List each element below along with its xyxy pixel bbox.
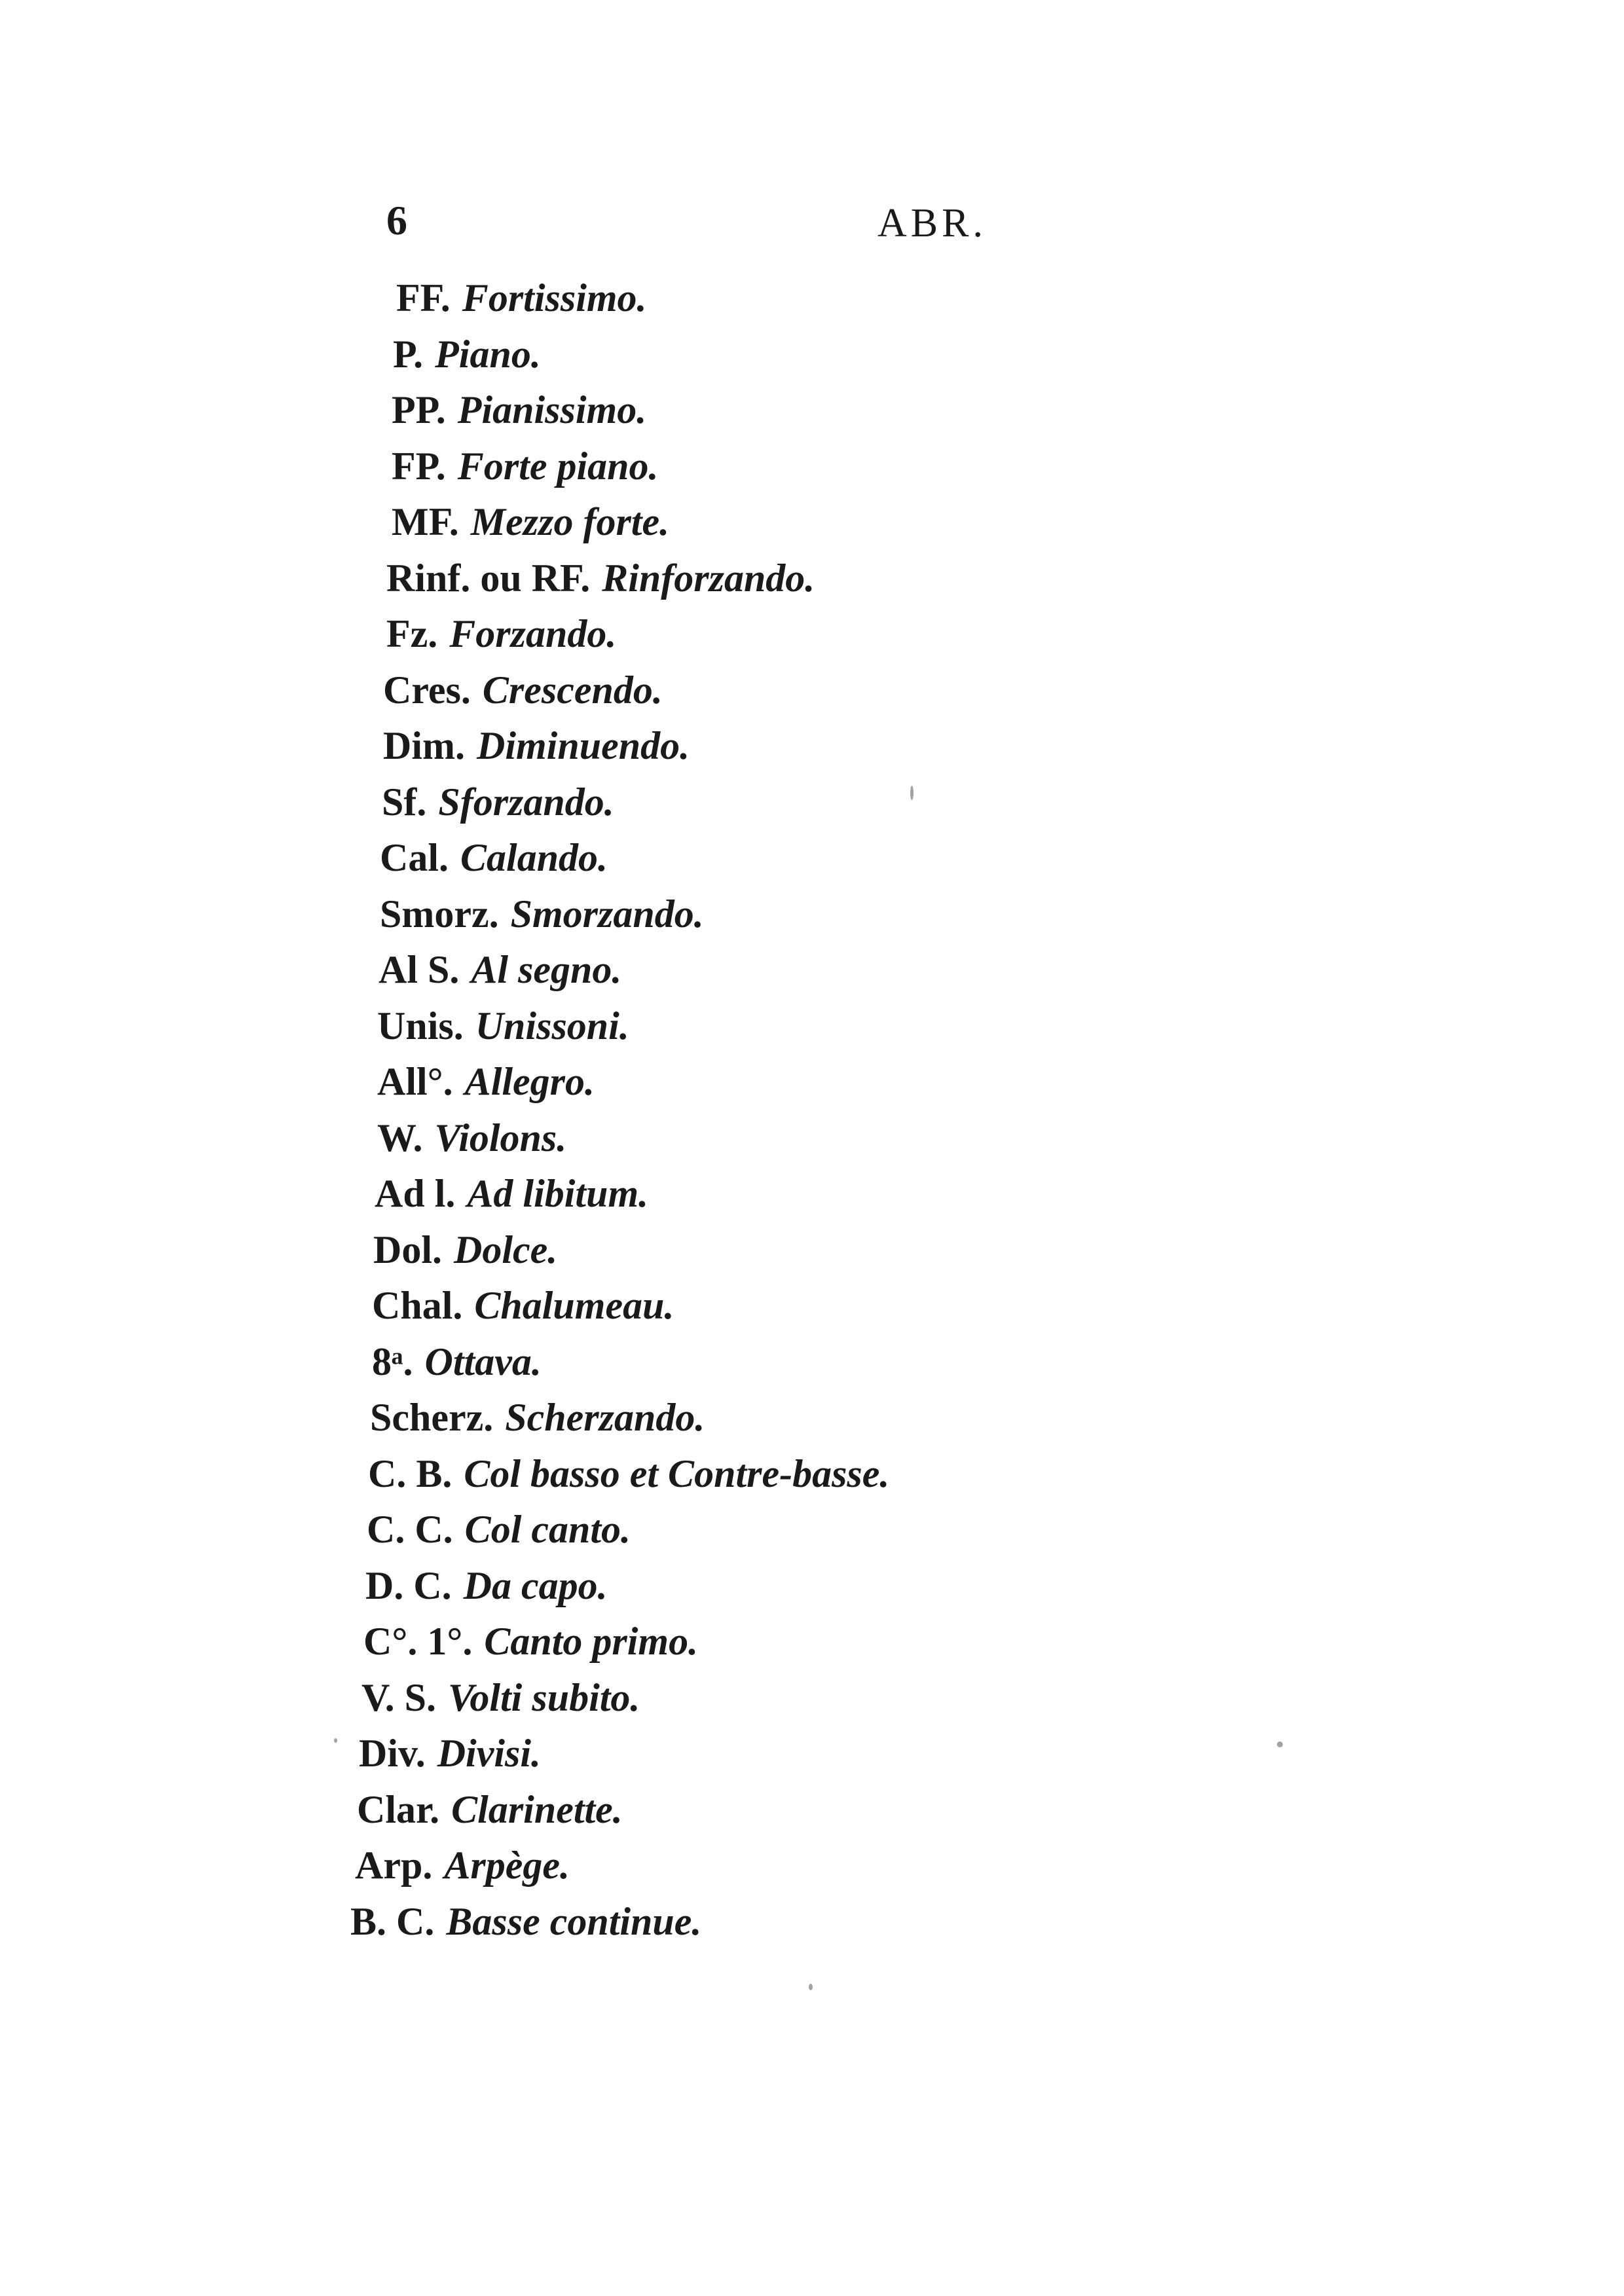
abbreviation: Clar. [357, 1788, 440, 1831]
abbreviation-entry [382, 776, 614, 828]
abbreviation: C. B. [368, 1452, 452, 1495]
abbreviation-entry [378, 943, 621, 996]
abbreviation: C°. 1°. [363, 1620, 473, 1663]
expansion: Clarinette. [451, 1788, 623, 1831]
abbreviation: MF. [392, 500, 459, 543]
expansion: Divisi. [437, 1732, 542, 1775]
expansion: Allegro. [464, 1060, 595, 1103]
abbreviation: Cres. [383, 668, 471, 712]
expansion: Al segno. [471, 948, 622, 991]
expansion: Canto primo. [484, 1620, 699, 1663]
expansion: Diminuendo. [476, 724, 690, 767]
paper-speck [809, 1984, 813, 1990]
expansion: Arpège. [444, 1844, 570, 1887]
expansion: Basse continue. [446, 1900, 702, 1943]
expansion: Smorzando. [510, 892, 704, 936]
abbreviation: Dim. [383, 724, 465, 767]
paper-speck [334, 1738, 337, 1743]
abbreviation-entry [392, 384, 646, 436]
expansion: Ottava. [424, 1340, 542, 1383]
abbreviation-entry [377, 1000, 629, 1052]
abbreviation: Dol. [373, 1228, 442, 1271]
abbreviation-entry [375, 1167, 648, 1220]
running-head: ABR. [877, 201, 987, 246]
expansion: Col basso et Contre-basse. [464, 1452, 890, 1495]
abbreviation-entry [383, 664, 663, 716]
abbreviation-entry [386, 552, 815, 604]
page-number: 6 [386, 197, 407, 244]
abbreviation: Ad l. [375, 1172, 456, 1215]
abbreviation-entry [377, 1055, 595, 1108]
paper-speck [1277, 1741, 1283, 1747]
abbreviation-entry [359, 1727, 541, 1779]
abbreviation-entry [392, 440, 659, 492]
abbreviation: Al S. [378, 948, 460, 991]
expansion: Chalumeau. [474, 1284, 674, 1327]
abbreviation-entry [373, 1224, 557, 1276]
abbreviation: Unis. [377, 1004, 464, 1048]
expansion: Forzando. [449, 612, 617, 655]
abbreviation: Sf. [382, 780, 427, 824]
abbreviation: B. C. [350, 1900, 435, 1943]
abbreviation: FF. [396, 276, 451, 319]
abbreviation-entry [380, 831, 608, 884]
expansion: Crescendo. [482, 668, 663, 712]
abbreviation-entry [368, 1448, 889, 1500]
abbreviation: 8ᵃ. [372, 1340, 413, 1383]
abbreviation-entry [380, 888, 704, 940]
abbreviation: Smorz. [380, 892, 499, 936]
abbreviation-entry [377, 1112, 566, 1164]
abbreviation-entry [372, 1279, 674, 1332]
abbreviation: D. C. [365, 1564, 452, 1607]
abbreviation-entry [393, 328, 541, 380]
abbreviation-entry [383, 720, 690, 772]
expansion: Forte piano. [457, 445, 659, 488]
expansion: Dolce. [454, 1228, 558, 1271]
expansion: Unissoni. [475, 1004, 629, 1048]
abbreviation: Arp. [355, 1844, 433, 1887]
abbreviation: PP. [392, 388, 446, 431]
abbreviation: P. [393, 333, 424, 376]
abbreviation: FP. [392, 445, 446, 488]
page-header [386, 196, 1041, 262]
expansion: Pianissimo. [457, 388, 647, 431]
expansion: Scherzando. [505, 1396, 705, 1439]
abbreviation-entry [386, 608, 616, 660]
abbreviation-entry [355, 1839, 570, 1891]
abbreviation: C. C. [367, 1508, 453, 1551]
abbreviation-entry [392, 496, 669, 548]
expansion: Da capo. [463, 1564, 608, 1607]
expansion: Ad libitum. [467, 1172, 649, 1215]
abbreviation-entry [367, 1503, 631, 1556]
abbreviation: Div. [359, 1732, 426, 1775]
abbreviation-entry [396, 272, 647, 324]
abbreviation-entry [372, 1336, 542, 1388]
abbreviation-entry [357, 1783, 623, 1836]
abbreviation: Fz. [386, 612, 438, 655]
expansion: Col canto. [464, 1508, 631, 1551]
abbreviation: Rinf. ou RF. [386, 556, 591, 600]
expansion: Mezzo forte. [470, 500, 670, 543]
abbreviation: V. S. [361, 1676, 436, 1719]
expansion: Volti subito. [447, 1676, 640, 1719]
abbreviation: Chal. [372, 1284, 463, 1327]
expansion: Violons. [434, 1116, 567, 1159]
abbreviation-entry [350, 1895, 701, 1948]
abbreviation: All°. [377, 1060, 453, 1103]
expansion: Calando. [460, 836, 608, 879]
abbreviation: Scherz. [370, 1396, 494, 1439]
expansion: Fortissimo. [462, 276, 647, 319]
abbreviation: W. [377, 1116, 423, 1159]
abbreviation-entry [361, 1671, 640, 1724]
abbreviation-entry [363, 1615, 698, 1667]
expansion: Piano. [435, 333, 541, 376]
paper-speck [910, 786, 913, 800]
expansion: Rinforzando. [602, 556, 815, 600]
expansion: Sforzando. [438, 780, 614, 824]
abbreviation-entry [365, 1559, 608, 1612]
abbreviation-entry [370, 1391, 705, 1444]
abbreviation: Cal. [380, 836, 449, 879]
